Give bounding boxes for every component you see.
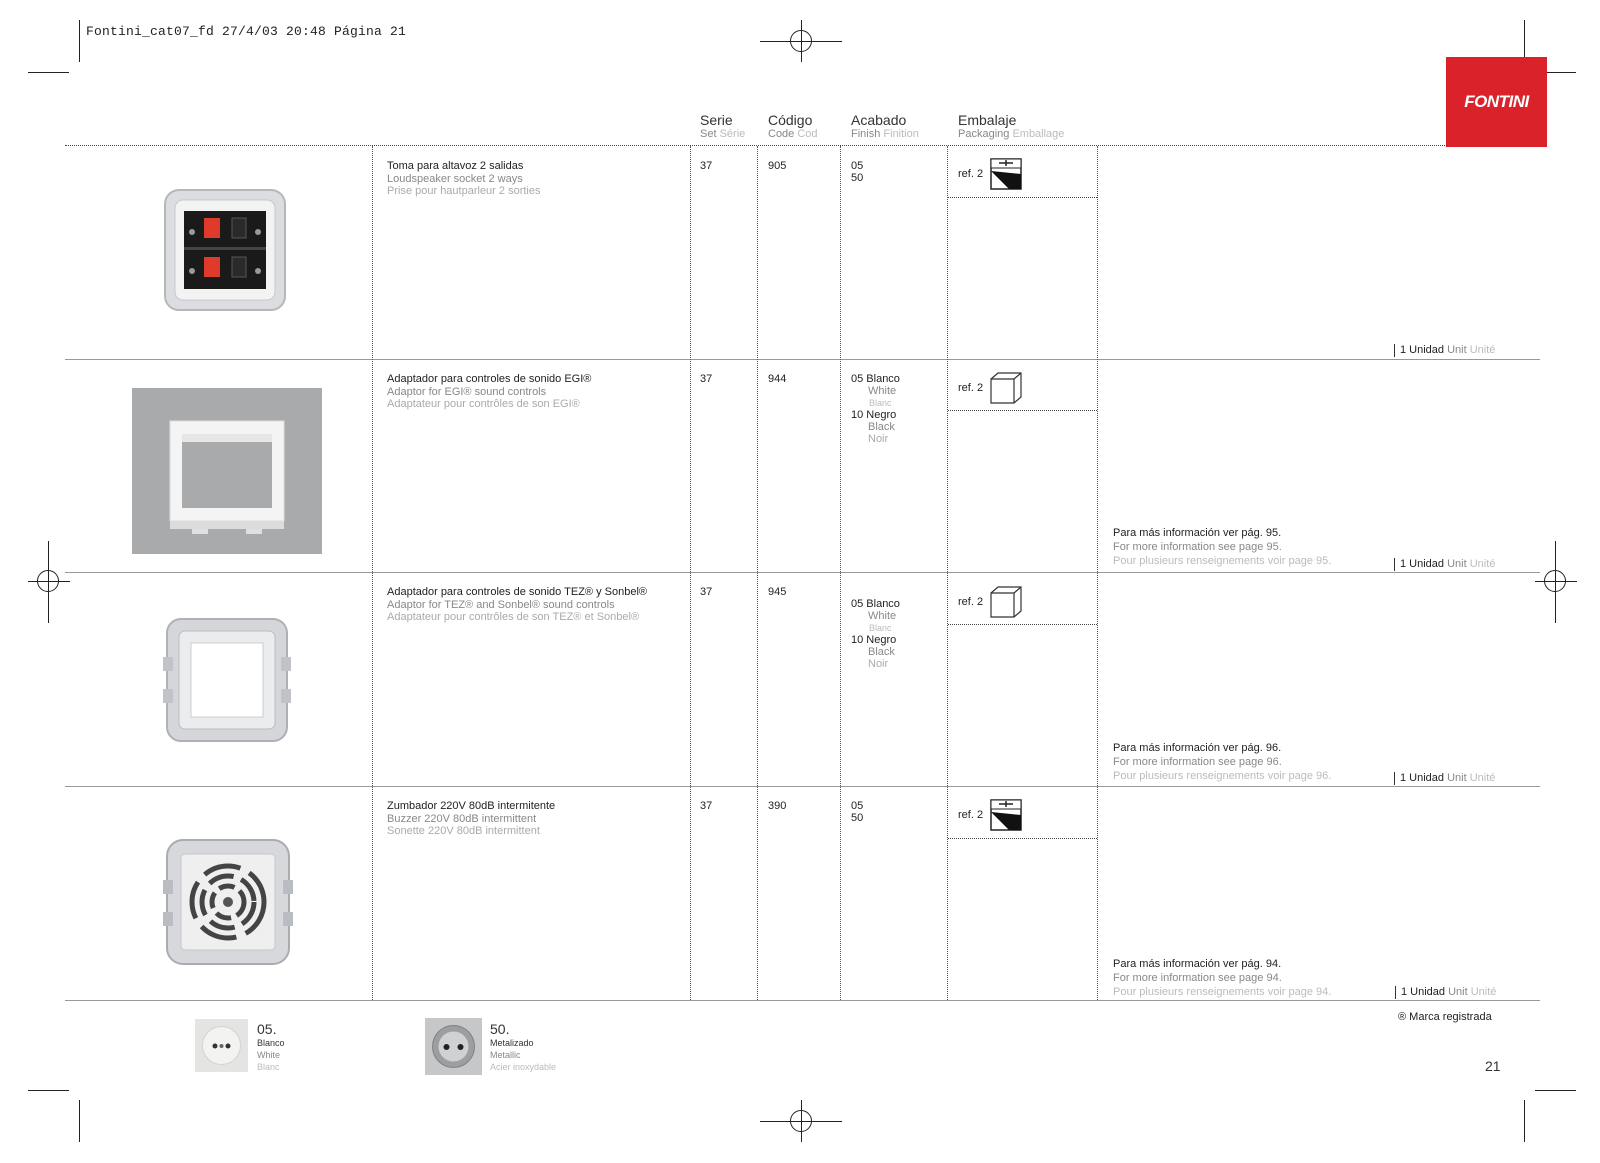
packaging-divider <box>948 197 1097 198</box>
packaging-blister-icon <box>989 798 1023 832</box>
crop-mark <box>79 20 80 62</box>
packaging-box-icon <box>989 585 1023 619</box>
crop-mark <box>1535 1090 1576 1091</box>
crop-mark <box>28 72 69 73</box>
column-divider <box>840 146 841 1000</box>
header-acabado: Acabado Finish Finition <box>851 112 919 140</box>
packaging-divider <box>948 410 1097 411</box>
crop-mark <box>1524 20 1525 62</box>
swatch-metallic-image <box>425 1018 482 1075</box>
header-codigo: Código Code Cod <box>768 112 818 140</box>
row4-more-info: Para más información ver pág. 94. For more information see page 94. Pour plusieurs renseignements voir page 94. <box>1113 958 1332 998</box>
print-slug: Fontini_cat07_fd 27/4/03 20:48 Página 21 <box>86 24 407 39</box>
row1-packaging: ref. 2 <box>958 157 1023 191</box>
row4-code: 390 <box>768 800 787 812</box>
loudspeaker-socket-image <box>160 185 290 315</box>
swatch-metallic-label: 50. Metalizado Metallic Acier inoxydable <box>490 1021 557 1072</box>
crop-mark <box>1524 1100 1525 1142</box>
fontini-logo <box>1446 57 1547 147</box>
header-embalaje: Embalaje Packaging Emballage <box>958 112 1065 140</box>
row4-serie: 37 <box>700 800 713 812</box>
row3-code: 945 <box>768 586 787 598</box>
row-divider <box>65 786 1540 787</box>
column-divider <box>757 146 758 1000</box>
header-rule <box>65 145 1447 146</box>
row1-code: 905 <box>768 160 787 172</box>
row3-description: Adaptador para controles de sonido TEZ® y Sonbel® Adaptor for TEZ® and Sonbel® sound controls Adaptateur pour contrôles de son TEZ® et Sonbel® <box>387 586 647 623</box>
column-divider <box>690 146 691 1000</box>
buzzer-image <box>163 836 293 968</box>
swatch-white-label: 05. Blanco White Blanc <box>257 1021 285 1072</box>
row2-description: Adaptador para controles de sonido EGI® Adaptor for EGI® sound controls Adaptateur pour contrôles de son EGI® <box>387 373 592 410</box>
row4-finish: 05 50 <box>851 800 864 824</box>
packaging-divider <box>948 838 1097 839</box>
row1-finish: 05 50 <box>851 160 864 184</box>
page-number: 21 <box>1485 1058 1501 1074</box>
egi-adaptor-image <box>132 388 322 554</box>
row2-code: 944 <box>768 373 787 385</box>
row3-unit: 1 Unidad Unit Unité <box>1394 772 1495 785</box>
row2-finish: 05 Blanco White Blanc 10 Negro Black Noir <box>851 373 900 445</box>
row3-more-info: Para más información ver pág. 96. For more information see page 96. Pour plusieurs renseignements voir page 96. <box>1113 742 1332 782</box>
tez-sonbel-adaptor-image <box>163 615 291 745</box>
logo-text: FONTINI <box>1464 92 1529 111</box>
row2-more-info: Para más información ver pág. 95. For more information see page 95. Pour plusieurs renseignements voir page 95. <box>1113 527 1332 567</box>
crop-mark <box>28 1090 69 1091</box>
packaging-blister-icon <box>989 157 1023 191</box>
row1-description: Toma para altavoz 2 salidas Loudspeaker socket 2 ways Prise pour hautparleur 2 sorties <box>387 160 541 197</box>
header-serie: Serie Set Série <box>700 112 746 140</box>
row4-packaging: ref. 2 <box>958 798 1023 832</box>
row2-serie: 37 <box>700 373 713 385</box>
row2-unit: 1 Unidad Unit Unité <box>1394 558 1495 571</box>
row4-unit: 1 Unidad Unit Unité <box>1395 986 1496 999</box>
packaging-divider <box>948 624 1097 625</box>
packaging-box-icon <box>989 371 1023 405</box>
row-divider <box>65 359 1540 360</box>
row3-finish: 05 Blanco White Blanc 10 Negro Black Noir <box>851 598 900 670</box>
row3-packaging: ref. 2 <box>958 585 1023 619</box>
row-divider <box>65 1000 1540 1001</box>
row1-serie: 37 <box>700 160 713 172</box>
crop-mark <box>79 1100 80 1142</box>
column-divider <box>1097 146 1098 1000</box>
column-divider <box>372 146 373 1000</box>
row2-packaging: ref. 2 <box>958 371 1023 405</box>
row4-description: Zumbador 220V 80dB intermitente Buzzer 220V 80dB intermittent Sonette 220V 80dB intermittent <box>387 800 556 837</box>
row-divider <box>65 572 1540 573</box>
row1-unit: 1 Unidad Unit Unité <box>1394 344 1495 357</box>
column-divider <box>947 146 948 1000</box>
row3-serie: 37 <box>700 586 713 598</box>
registered-trademark-note: ® Marca registrada <box>1398 1011 1492 1023</box>
swatch-white-image <box>195 1019 248 1072</box>
